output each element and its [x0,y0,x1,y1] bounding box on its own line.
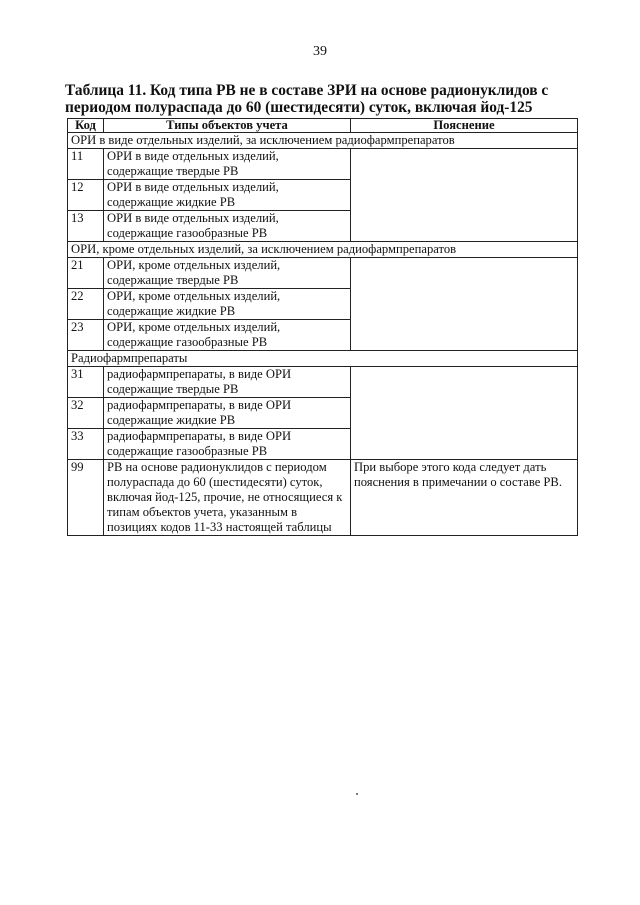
table-row [68,460,578,536]
code-cell: 12 [68,180,104,211]
type-cell: радиофармпрепараты, в виде ОРИ содержащие жидкие РВ [104,398,351,429]
header-note: Пояснение [351,119,578,133]
type-cell: ОРИ, кроме отдельных изделий, содержащие жидкие РВ [104,289,351,320]
scan-speck [356,793,358,795]
code-cell: 11 [68,149,104,180]
note-cell [351,367,578,460]
section-row [68,242,578,258]
section-row [68,133,578,149]
section-title: Радиофармпрепараты [68,351,578,367]
header-types: Типы объектов учета [104,119,351,133]
type-cell: ОРИ, кроме отдельных изделий, содержащие газообразные РВ [104,320,351,351]
code-cell: 22 [68,289,104,320]
type-cell: ОРИ в виде отдельных изделий, содержащие твердые РВ [104,149,351,180]
table-row [68,367,578,398]
type-cell: ОРИ в виде отдельных изделий, содержащие газообразные РВ [104,211,351,242]
page-number: 39 [313,44,327,59]
code-cell: 21 [68,258,104,289]
table-row [68,149,578,180]
code-cell: 33 [68,429,104,460]
note-cell [351,149,578,242]
section-title: ОРИ в виде отдельных изделий, за исключением радиофармпрепаратов [68,133,578,149]
section-row [68,351,578,367]
type-cell: РВ на основе радионуклидов с периодом полураспада до 60 (шестидесяти) суток, включая йод-125, прочие, не относящиеся к типам объектов учета, указанным в позициях кодов 11-33 настоящей таблицы [104,460,351,536]
table-body [68,133,578,536]
code-cell: 31 [68,367,104,398]
code-cell: 13 [68,211,104,242]
table-row [68,258,578,289]
type-cell: радиофармпрепараты, в виде ОРИ содержащие газообразные РВ [104,429,351,460]
table-title: Таблица 11. Код типа РВ не в составе ЗРИ на основе радионуклидов с периодом полураспада до 60 (шестидесяти) суток, включая йод-125 [65,82,549,116]
type-cell: радиофармпрепараты, в виде ОРИ содержащие твердые РВ [104,367,351,398]
code-cell: 23 [68,320,104,351]
code-cell: 99 [68,460,104,536]
note-cell: При выборе этого кода следует дать пояснения в примечании о составе РВ. [351,460,578,536]
section-title: ОРИ, кроме отдельных изделий, за исключением радиофармпрепаратов [68,242,578,258]
note-cell [351,258,578,351]
codes-table [67,118,578,536]
code-cell: 32 [68,398,104,429]
header-code: Код [68,119,104,133]
type-cell: ОРИ, кроме отдельных изделий, содержащие твердые РВ [104,258,351,289]
table-header-row [68,119,578,133]
type-cell: ОРИ в виде отдельных изделий, содержащие жидкие РВ [104,180,351,211]
